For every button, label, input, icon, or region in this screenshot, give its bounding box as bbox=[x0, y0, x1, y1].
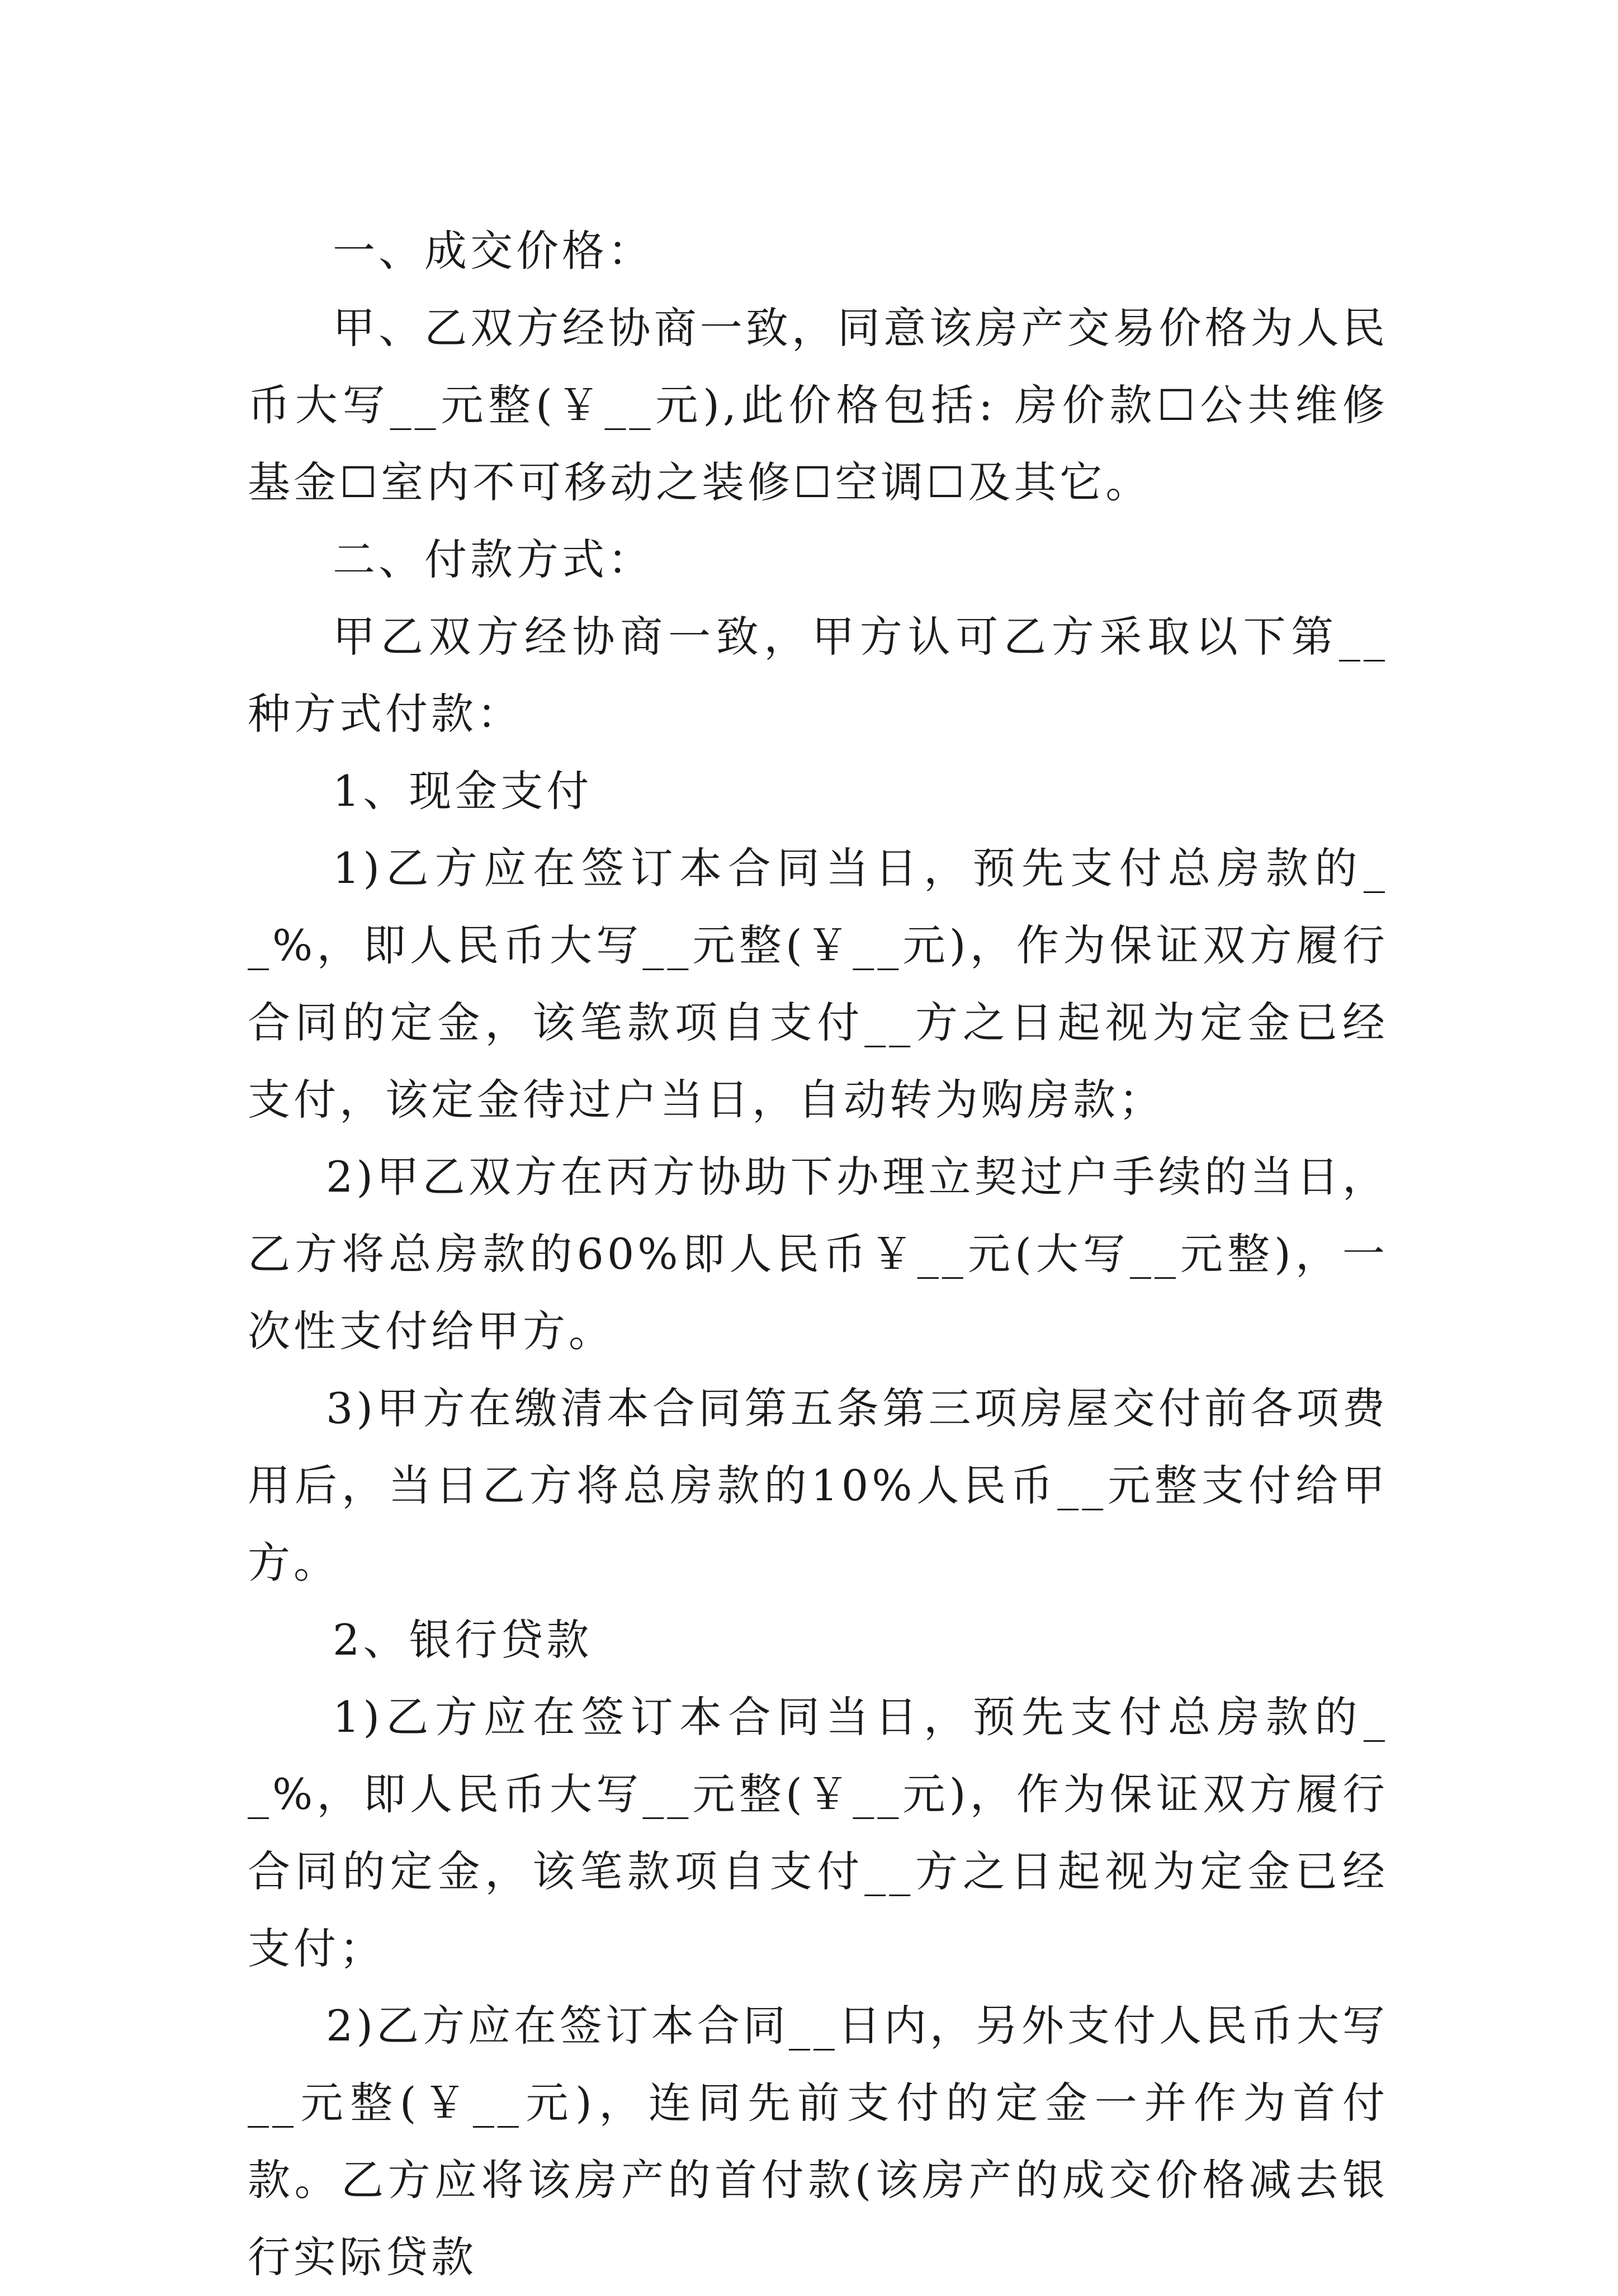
paragraph-payment-method: 甲乙双方经协商一致，甲方认可乙方采取以下第__种方式付款： bbox=[248, 612, 1388, 739]
paragraph-loan-item-2: 2)乙方应在签订本合同__日内，另外支付人民币大写__元整(￥__元)，连同先前支付的定金一并作为首付款。乙方应将该房产的首付款(该房产的成交价格减去银行实际贷款 bbox=[248, 2001, 1389, 2282]
subheading-cash-payment: 1、现金支付 bbox=[333, 766, 593, 816]
document-body bbox=[248, 212, 1388, 2296]
paragraph-cash-item-2: 2)甲乙双方在丙方协助下办理立契过户手续的当日，乙方将总房款的60%即人民币￥__元(大写__元整)，一次性支付给甲方。 bbox=[248, 1152, 1388, 1356]
section-heading-price: 一、成交价格： bbox=[333, 226, 654, 276]
paragraph-loan-item-1: 1)乙方应在签订本合同当日，预先支付总房款的__%，即人民币大写__元整(￥__元)，作为保证双方履行合同的定金，该笔款项自支付__方之日起视为定金已经支付； bbox=[248, 1692, 1388, 1973]
subheading-bank-loan: 2、银行贷款 bbox=[333, 1615, 593, 1665]
paragraph-cash-item-1: 1)乙方应在签订本合同当日，预先支付总房款的__%，即人民币大写__元整(￥__元)，作为保证双方履行合同的定金，该笔款项自支付__方之日起视为定金已经支付，该定金待过户当日，自动转为购房款； bbox=[248, 843, 1388, 1125]
paragraph-price-terms: 甲、乙双方经协商一致，同意该房产交易价格为人民币大写__元整(￥__元),此价格包括: 房价款☐公共维修基金☐室内不可移动之装修☐空调☐及其它。 bbox=[248, 303, 1388, 507]
paragraph-cash-item-3: 3)甲方在缴清本合同第五条第三项房屋交付前各项费用后，当日乙方将总房款的10%人民币__元整支付给甲方。 bbox=[248, 1383, 1388, 1588]
section-heading-payment: 二、付款方式： bbox=[333, 535, 654, 584]
